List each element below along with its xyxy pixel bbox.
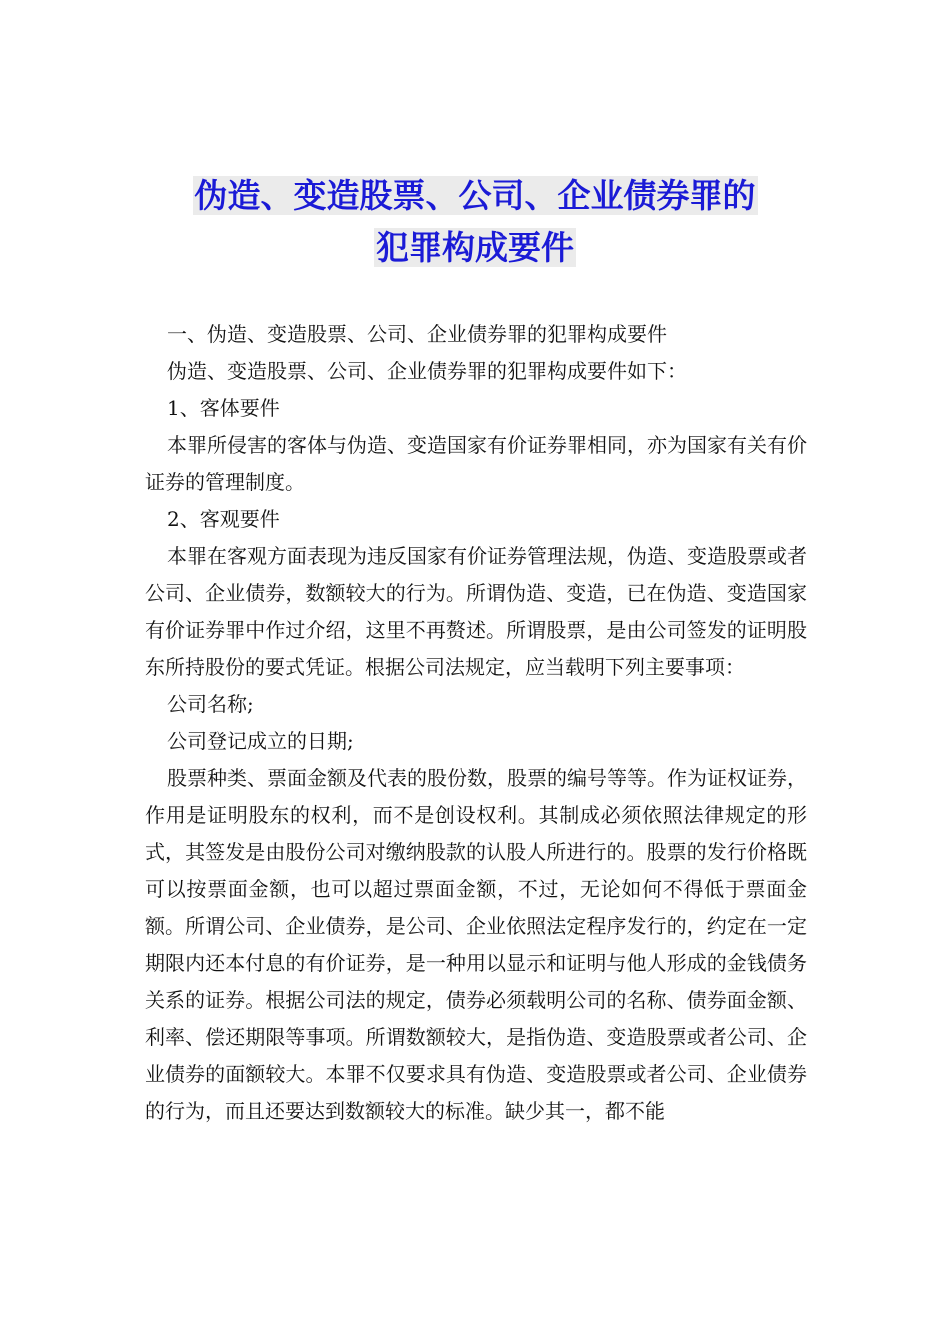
paragraph-stock-details: 股票种类、票面金额及代表的股份数，股票的编号等等。作为证权证券，作用是证明股东的权利，而不是创设权利。其制成必须依照法律规定的形式，其签发是由股份公司对缴纳股款的认股人所进行的。股票的发行价格既可以按票面金额，也可以超过票面金额，不过，无论如何不得低于票面金额。所谓公司、企业债券，是公司、企业依照法定程序发行的，约定在一定期限内还本付息的有价证券，是一种用以显示和证明与他人形成的金钱债务关系的证券。根据公司法的规定，债券必须载明公司的名称、债券面金额、利率、偿还期限等事项。所谓数额较大，是指伪造、变造股票或者公司、企业债券的面额较大。本罪不仅要求具有伪造、变造股票或者公司、企业债券的行为，而且还要达到数额较大的标准。缺少其一，都不能 bbox=[145, 766, 807, 1123]
paragraph-object-element: 本罪所侵害的客体与伪造、变造国家有价证券罪相同，亦为国家有关有价证券的管理制度。 bbox=[145, 433, 807, 494]
section-heading: 一、伪造、变造股票、公司、企业债券罪的犯罪构成要件 bbox=[167, 322, 667, 346]
title-line-2: 犯罪构成要件 bbox=[376, 228, 574, 267]
list-item-registration-date: 公司登记成立的日期; bbox=[167, 729, 354, 753]
intro-paragraph: 伪造、变造股票、公司、企业债券罪的犯罪构成要件如下： bbox=[167, 359, 687, 383]
title-line-1: 伪造、变造股票、公司、企业债券罪的 bbox=[194, 176, 756, 215]
paragraph-objective-element: 本罪在客观方面表现为违反国家有价证券管理法规，伪造、变造股票或者公司、企业债券，数额较大的行为。所谓伪造、变造，已在伪造、变造国家有价证券罪中作过介绍，这里不再赘述。所谓股票，是由公司签发的证明股东所持股份的要式凭证。根据公司法规定，应当载明下列主要事项： bbox=[145, 544, 807, 679]
document-title bbox=[140, 170, 810, 274]
list-item-company-name: 公司名称; bbox=[167, 692, 254, 716]
subheading-object-element: 1、客体要件 bbox=[167, 396, 280, 420]
subheading-objective-element: 2、客观要件 bbox=[167, 507, 280, 531]
document-body bbox=[145, 316, 807, 1130]
